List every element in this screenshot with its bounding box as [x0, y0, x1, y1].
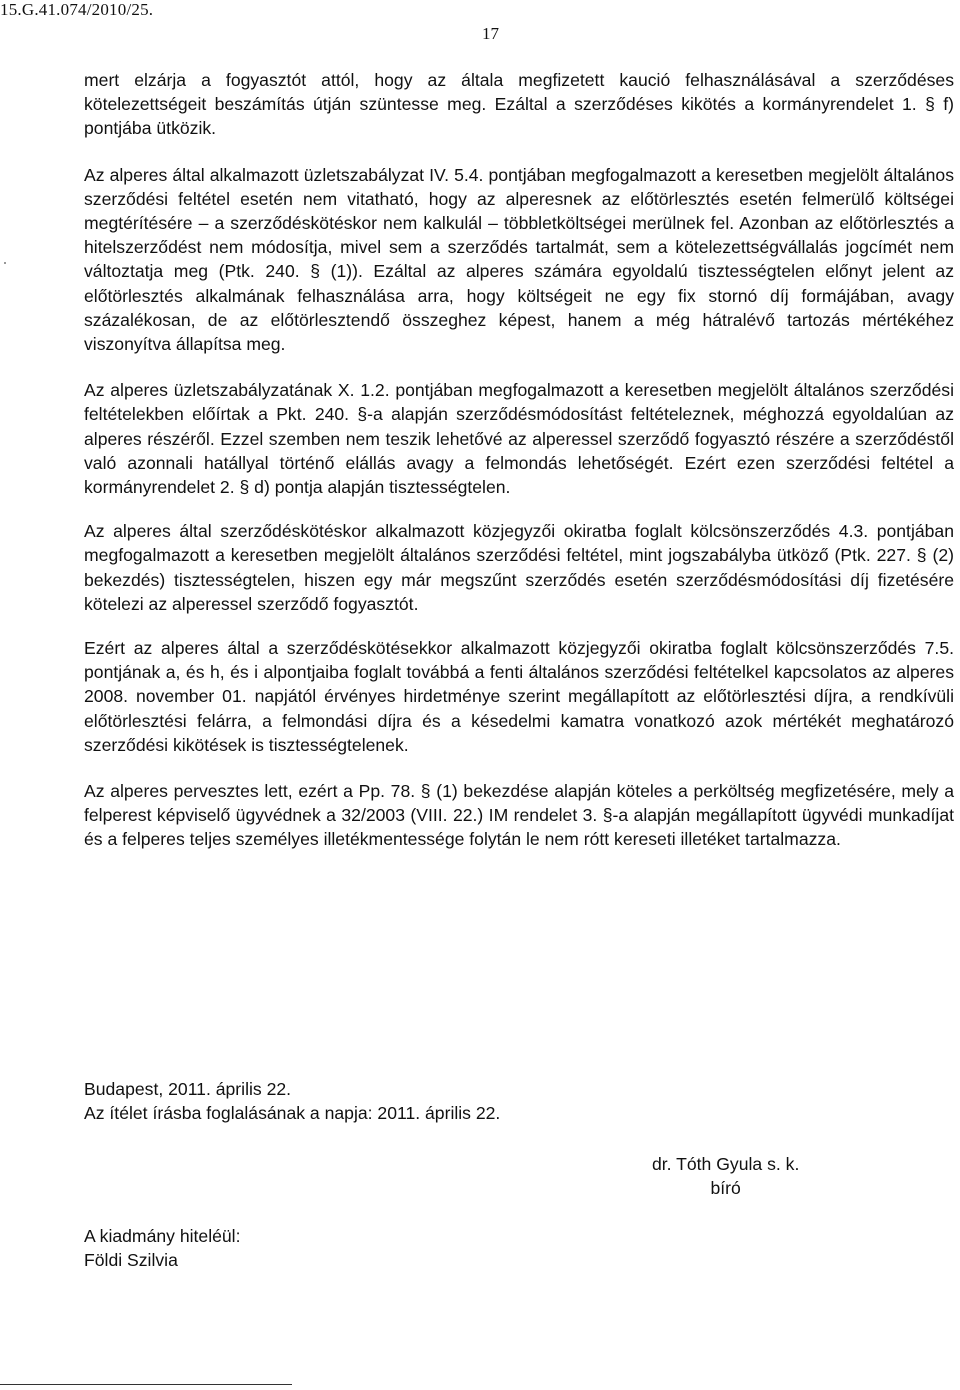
paragraph-amendment-fee: Az alperes által szerződéskötéskor alkalmazott közjegyzői okiratba foglalt kölcsönszerződés 4.3. pontjában megfogalmazott a keresetben megjelölt általános szerződési feltétel, mint jogszabályba ütköző (Ptk. 227. § (2) bekezdés) tisztességtelen, hiszen egy már megszűnt szerződés esetén szerződésmódosítási díj fizetésére kötelezi az alperessel szerződő fogyasztót.: [84, 521, 954, 614]
scan-speck: [4, 262, 6, 264]
paragraph-unilateral-amendment: Az alperes üzletszabályzatának X. 1.2. pontjában megfogalmazott a keresetben megjelölt általános szerződési feltételekben előírtak a Pkt. 240. §-a alapján szerződésmódosítást feltételeznek, méghozzá egyoldalúan az alperes részéről. Ezzel szemben nem teszik lehetővé az alperessel szerződő fogyasztó részére a szerződéstől való azonnali hatállyal történő elállás avagy a felmondás lehetőségét. Ezért ezen szerződési feltétel a kormányrendelet 2. § d) pontja alapján tisztességtelen.: [84, 380, 954, 498]
paragraph-unfair-terms: Ezért az alperes által a szerződéskötésekkor alkalmazott közjegyzői okiratba foglalt kölcsönszerződés 7.5. pontjának a, és h, és i alpontjaiba foglalt továbbá a fenti általános szerződési feltételkel kapcsolatos az alperes 2008. november 01. napjától érvényes hirdetménye szerint megállapított az előtörlesztési díjra, a rendkívüli előtörlesztési felárra, a felmondási díjra és a késedelmi kamatra vonatkozó azok mértékét meghatározó szerződési kikötések is tisztességtelenek.: [84, 638, 954, 755]
judge-signature: [652, 1152, 799, 1200]
place-and-date: Budapest, 2011. április 22.: [84, 1079, 292, 1099]
footer-rule: [0, 1384, 292, 1385]
paragraph-early-repayment-fee: Az alperes által alkalmazott üzletszabályzat IV. 5.4. pontjában megfogalmazott a keresetben megjelölt általános szerződési feltétel esetén nem vitatható, hogy az alperesnek az előtörlesztés esetén felmerülő költségei megtérítésére – a szerződéskötéskor nem kalkulál – többletköltségei merülnek fel. Azonban az előtörlesztés a hitelszerződést nem módosítja, mivel sem a szerződés tartalmát, sem a kötelezettségvállalás jogcímét nem változtatja meg (Ptk. 240. § (1)). Ezáltal az alperes számára egyoldalú tisztességtelen előnyt jelent az előtörlesztés alkalmának felhasználása arra, hogy költségeit ne egy fix stornó díj formájában, avagy százalékosan, de az előtörlesztendő összeghez képest, hanem a még hátralévő tartozás mértékéhez viszonyítva állapítsa meg.: [84, 164, 954, 355]
case-number: 15.G.41.074/2010/25.: [0, 0, 154, 19]
certification-block: [84, 1224, 240, 1272]
certifier-name: Földi Szilvia: [84, 1250, 178, 1270]
judgment-body: [84, 68, 954, 852]
page-number: 17: [482, 24, 499, 43]
paragraph-costs: Az alperes pervesztes lett, ezért a Pp. 78. § (1) bekezdése alapján köteles a perköltség megfizetésére, mely a felperest képviselő ügyvédnek a 32/2003 (VIII. 22.) IM rendelet 3. §-a alapján megállapított ügyvédi munkadíjat és a felperes teljes személyes illetékmentessége folytán le nem rótt kereseti illetéket tartalmazza.: [84, 781, 954, 850]
judge-name: dr. Tóth Gyula s. k.: [652, 1154, 800, 1174]
written-date: Az ítélet írásba foglalásának a napja: 2011. április 22.: [84, 1103, 501, 1123]
certification-label: A kiadmány hiteléül:: [84, 1226, 241, 1246]
paragraph-deposit-offset: mert elzárja a fogyasztót attól, hogy az általa megfizetett kaució felhasználásával a szerződéses kötelezettségeit beszámítás útján szüntesse meg. Ezáltal a szerződéses kikötés a kormányrendelet 1. § f) pontjába ütközik.: [84, 70, 954, 139]
closing-block: [84, 1077, 500, 1125]
judge-role: bíró: [710, 1178, 741, 1198]
